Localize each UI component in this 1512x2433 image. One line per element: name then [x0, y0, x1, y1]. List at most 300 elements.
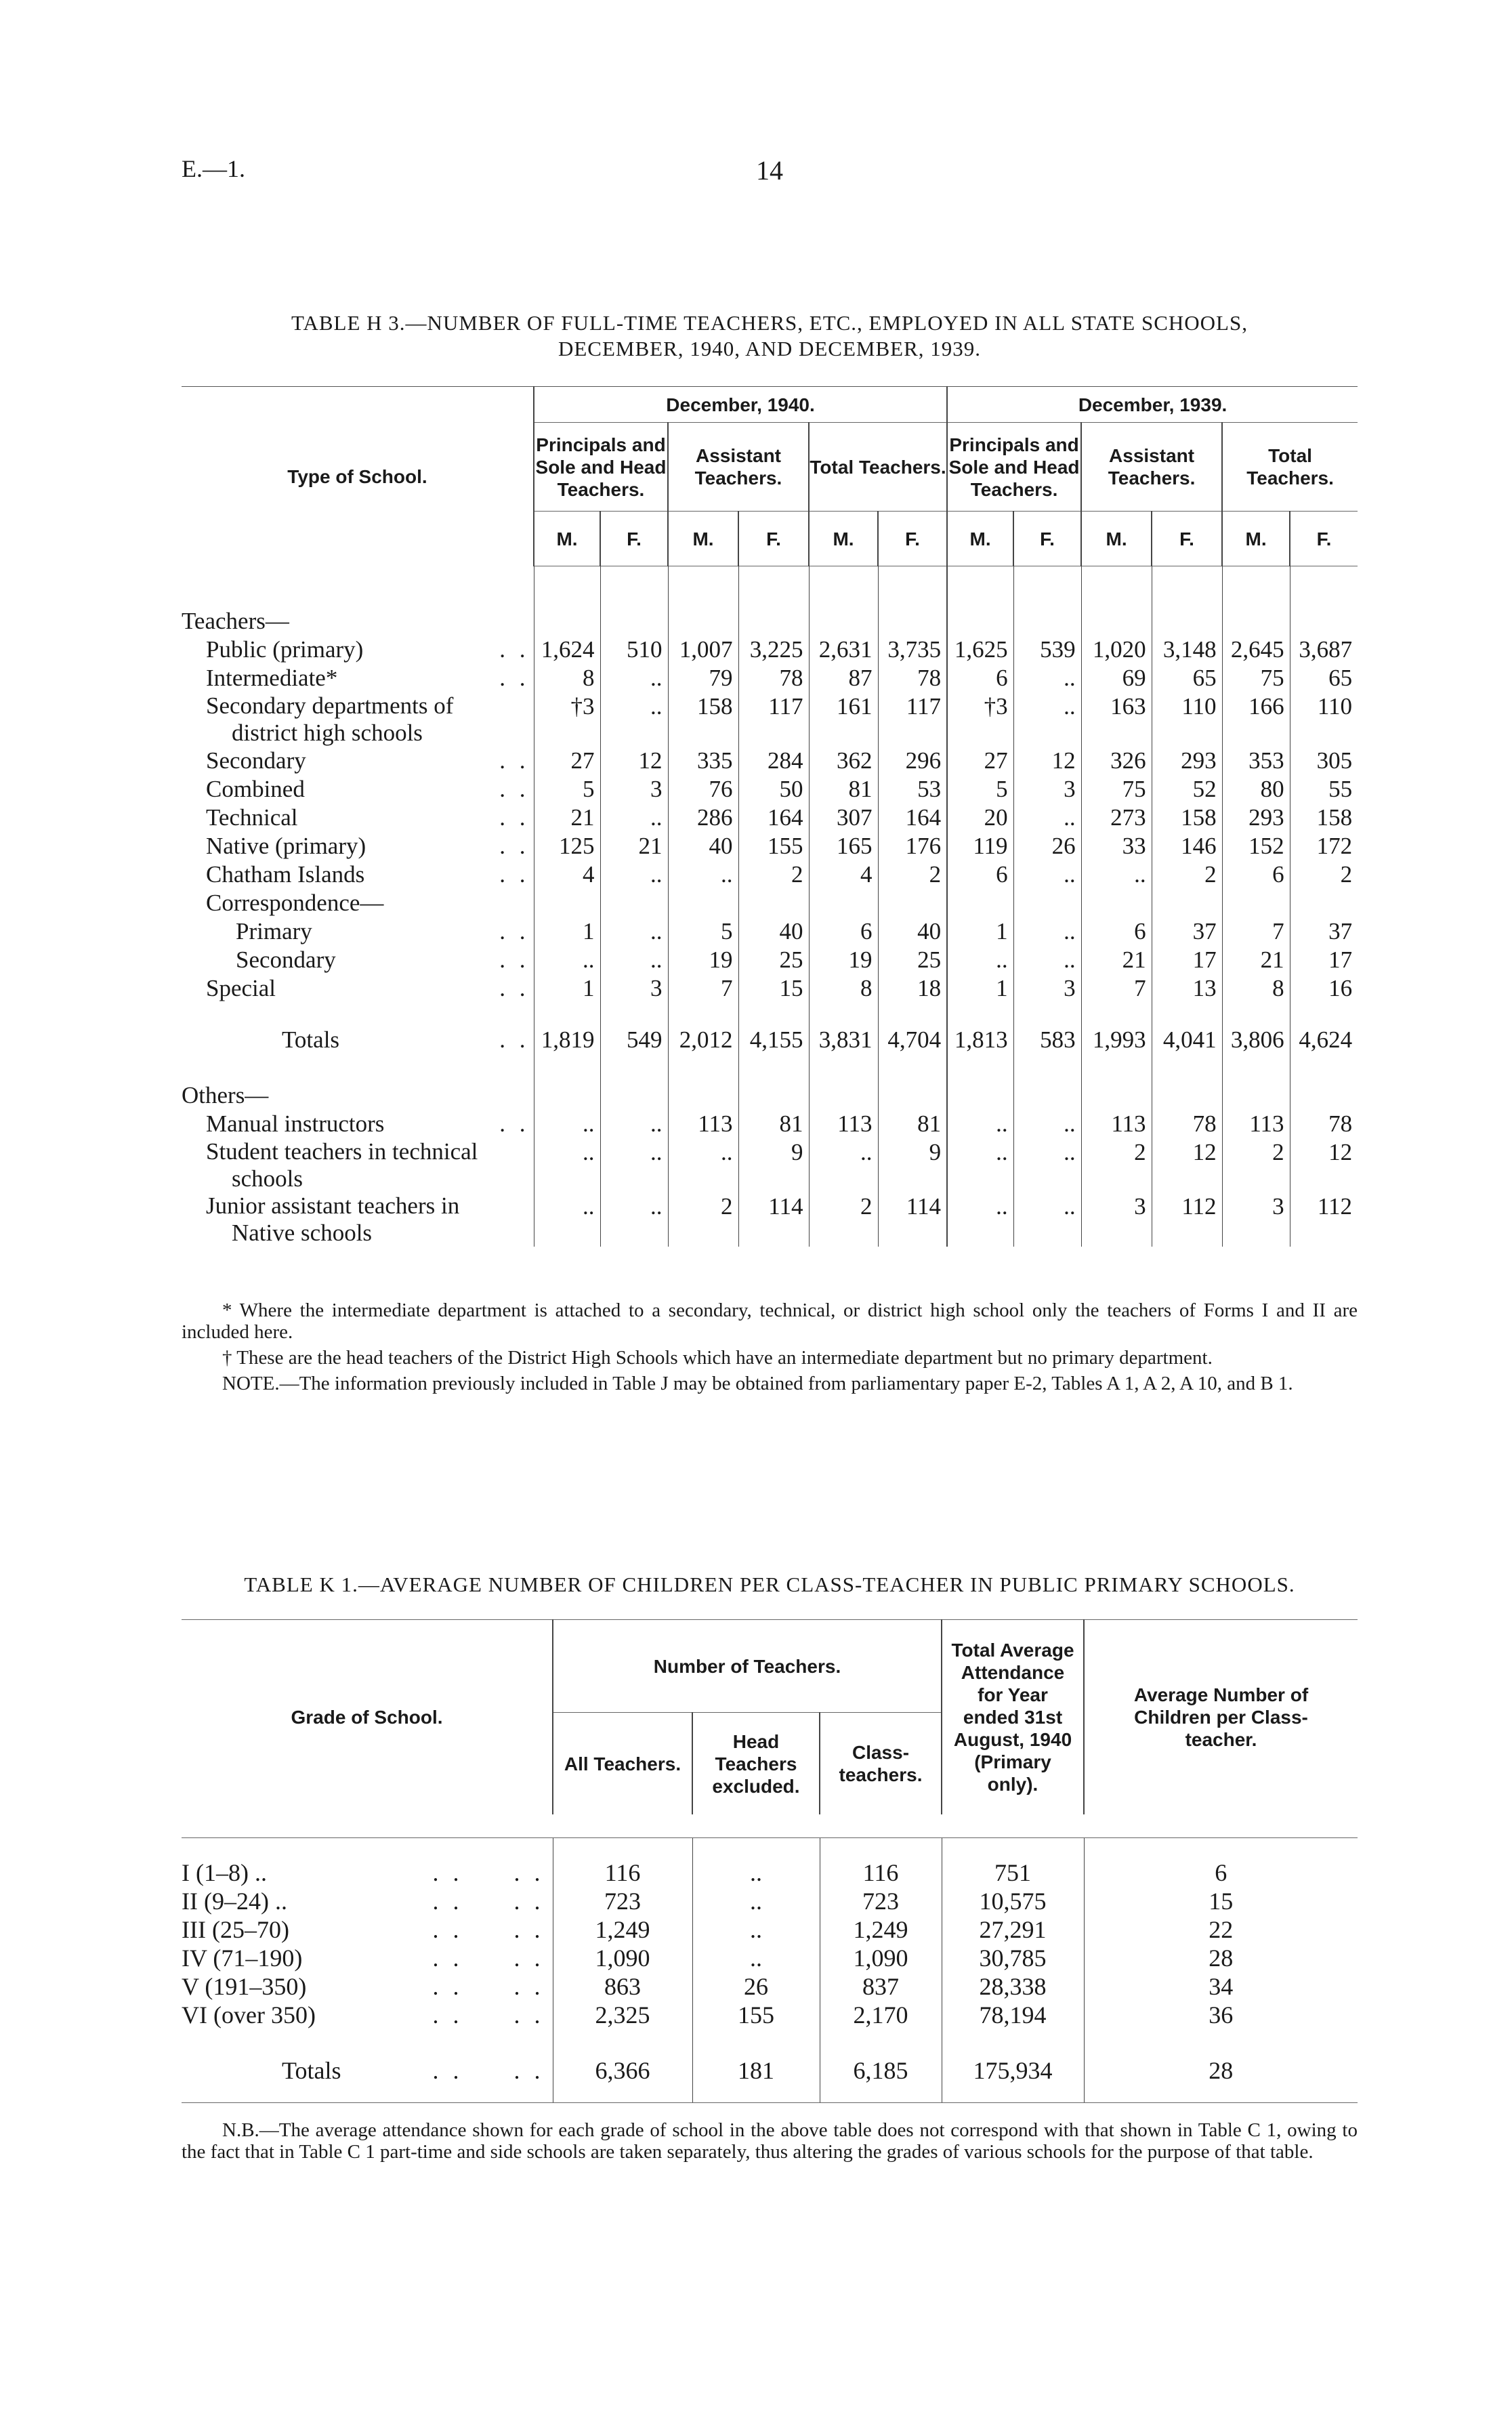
table-cell: ..: [600, 1138, 668, 1192]
table-cell: 4: [809, 860, 878, 889]
note-head-teachers: † These are the head teachers of the District High Schools which have an intermediate department but no primary department.: [222, 1347, 1213, 1369]
table-cell: 2: [1222, 1138, 1290, 1192]
table-cell: 175,934: [942, 2056, 1084, 2085]
table-row: [182, 917, 1358, 946]
table-cell: 3,225: [738, 636, 809, 664]
table-cell: 2: [738, 860, 809, 889]
table-cell: 1: [947, 974, 1013, 1003]
col-f: F.: [738, 512, 809, 566]
table-cell: 33: [1081, 832, 1152, 860]
table-cell: 583: [1013, 1026, 1081, 1054]
table-cell: 78,194: [942, 2001, 1084, 2029]
table-h3: [182, 386, 1358, 1247]
table-cell: 2: [878, 860, 947, 889]
table-cell: 4: [534, 860, 600, 889]
grade-label-text: IV (71–190): [182, 1945, 303, 1972]
row-label: [182, 747, 534, 775]
table-cell: 296: [878, 747, 947, 775]
table-cell: 6: [1084, 1858, 1358, 1887]
table-cell: 181: [692, 2056, 820, 2085]
table-cell: 9: [738, 1138, 809, 1192]
table-cell: 152: [1222, 832, 1290, 860]
col-1940-principals: Principals and Sole and Head Teachers.: [534, 423, 668, 512]
table-cell: 76: [668, 775, 738, 804]
table-cell: ..: [1013, 1192, 1081, 1247]
table-cell: 4,704: [878, 1026, 947, 1054]
leader-dots: . .: [499, 747, 530, 774]
table-h3-title-line1: TABLE H 3.—NUMBER OF FULL-TIME TEACHERS, ETC., EMPLOYED IN ALL STATE SCHOOLS,: [291, 311, 1248, 335]
col-1939-principals: Principals and Sole and Head Teachers.: [947, 423, 1081, 512]
table-cell: 165: [809, 832, 878, 860]
table-cell: ..: [534, 1138, 600, 1192]
table-cell-empty: [947, 607, 1013, 636]
row-label: [182, 832, 534, 860]
leader-dots: . . . .: [432, 1916, 545, 1943]
table-cell-empty: [1152, 1081, 1222, 1110]
table-cell: 1: [534, 974, 600, 1003]
table-cell: 1,249: [820, 1915, 942, 1944]
table-cell: 78: [738, 664, 809, 692]
row-label-text: Chatham Islands: [206, 861, 365, 888]
table-cell: ..: [692, 1858, 820, 1887]
table-cell: 3: [1013, 974, 1081, 1003]
table-cell: ..: [534, 1192, 600, 1247]
table-cell-empty: [1013, 607, 1081, 636]
table-row: [182, 804, 1358, 832]
table-cell-empty: [1013, 1081, 1081, 1110]
table-cell: 81: [878, 1110, 947, 1138]
row-label-text: Secondary departments of: [206, 692, 454, 719]
row-label-text: Special: [206, 975, 276, 1001]
table-cell: 293: [1152, 747, 1222, 775]
row-label-text: Correspondence—: [206, 890, 384, 916]
table-cell: 2,170: [820, 2001, 942, 2029]
table-cell: 114: [738, 1192, 809, 1247]
table-cell-empty: [947, 889, 1013, 917]
table-cell: 27,291: [942, 1915, 1084, 1944]
table-cell-empty: [534, 889, 600, 917]
table-cell: 25: [878, 946, 947, 974]
table-cell: 114: [878, 1192, 947, 1247]
table-row: [182, 636, 1358, 664]
table-cell: 110: [1152, 692, 1222, 747]
row-label: [182, 775, 534, 804]
row-label-text: Teachers—: [182, 608, 289, 634]
grade-label: [182, 1972, 553, 2001]
table-cell: 1,813: [947, 1026, 1013, 1054]
grade-label: [182, 1915, 553, 1944]
table-cell: 13: [1152, 974, 1222, 1003]
table-cell: 110: [1290, 692, 1358, 747]
table-cell: ..: [600, 692, 668, 747]
table-cell: ..: [947, 946, 1013, 974]
spacer-row: [182, 1838, 1358, 1859]
table-cell: 65: [1152, 664, 1222, 692]
table-cell: 12: [1152, 1138, 1222, 1192]
leader-dots: . .: [499, 1110, 530, 1137]
table-cell: 353: [1222, 747, 1290, 775]
table-cell-empty: [738, 889, 809, 917]
grade-label-text: V (191–350): [182, 1973, 307, 2000]
table-cell: 79: [668, 664, 738, 692]
row-label: [182, 607, 534, 636]
table-row: [182, 2001, 1358, 2029]
table-cell: 78: [878, 664, 947, 692]
grade-label: [182, 1944, 553, 1972]
table-cell: 6: [947, 860, 1013, 889]
table-cell: ..: [1013, 860, 1081, 889]
table-cell: 37: [1152, 917, 1222, 946]
table-cell: 2,325: [553, 2001, 692, 2029]
table-row: [182, 889, 1358, 917]
grade-label-text: Totals: [282, 2057, 341, 2084]
table-cell: 161: [809, 692, 878, 747]
col-f: F.: [600, 512, 668, 566]
table-h3-title-line2: DECEMBER, 1940, AND DECEMBER, 1939.: [558, 337, 982, 360]
table-cell: 18: [878, 974, 947, 1003]
col-m: M.: [534, 512, 600, 566]
table-cell: 75: [1222, 664, 1290, 692]
table-cell: 3: [1222, 1192, 1290, 1247]
table-cell: ..: [809, 1138, 878, 1192]
table-cell: 113: [1081, 1110, 1152, 1138]
table-cell: 5: [668, 917, 738, 946]
grade-label-text: III (25–70): [182, 1916, 289, 1943]
leader-dots: . .: [499, 636, 530, 663]
table-cell: 9: [878, 1138, 947, 1192]
table-cell: 36: [1084, 2001, 1358, 2029]
table-cell: 78: [1290, 1110, 1358, 1138]
table-cell: 15: [1084, 1887, 1358, 1915]
table-cell: 2,645: [1222, 636, 1290, 664]
table-cell: 155: [692, 2001, 820, 2029]
leader-dots: . .: [499, 918, 530, 944]
table-cell: 2: [1081, 1138, 1152, 1192]
table-cell: 723: [553, 1887, 692, 1915]
table-cell: 284: [738, 747, 809, 775]
table-cell: 40: [668, 832, 738, 860]
row-label-text: Totals: [282, 1026, 340, 1053]
table-cell: ..: [668, 1138, 738, 1192]
table-cell-empty: [1013, 889, 1081, 917]
row-label: [182, 1026, 534, 1054]
table-cell: 25: [738, 946, 809, 974]
table-cell: 293: [1222, 804, 1290, 832]
table-cell: ..: [600, 946, 668, 974]
col-1940-total: Total Teachers.: [809, 423, 947, 512]
row-label-text: Intermediate*: [206, 665, 338, 691]
table-cell: 5: [534, 775, 600, 804]
table-row: [182, 1944, 1358, 1972]
table-cell: ..: [600, 917, 668, 946]
table-row: [182, 607, 1358, 636]
table-cell: ..: [600, 664, 668, 692]
table-cell: 2: [809, 1192, 878, 1247]
leader-dots: . . . .: [432, 2057, 545, 2084]
table-row: [182, 692, 1358, 747]
col-average: Average Number of Children per Class-teacher.: [1084, 1620, 1358, 1815]
table-cell: 113: [668, 1110, 738, 1138]
page-number: 14: [756, 155, 783, 186]
table-cell: 40: [878, 917, 947, 946]
table-cell: 21: [534, 804, 600, 832]
col-number-of-teachers: Number of Teachers.: [553, 1620, 942, 1713]
table-row: [182, 1887, 1358, 1915]
table-cell: 305: [1290, 747, 1358, 775]
spacer-row: [182, 2029, 1358, 2056]
table-cell: 113: [809, 1110, 878, 1138]
table-cell: 6,185: [820, 2056, 942, 2085]
grade-label: [182, 2056, 553, 2085]
table-cell-empty: [1290, 889, 1358, 917]
table-cell-empty: [809, 889, 878, 917]
col-m: M.: [668, 512, 738, 566]
leader-dots: . . . .: [432, 1973, 545, 2000]
table-cell: 146: [1152, 832, 1222, 860]
table-cell: ..: [1081, 860, 1152, 889]
table-cell: 1,625: [947, 636, 1013, 664]
table-cell-empty: [1222, 1081, 1290, 1110]
grade-label-text: VI (over 350): [182, 2001, 316, 2029]
table-cell: 17: [1152, 946, 1222, 974]
table-cell: 326: [1081, 747, 1152, 775]
table-cell: 3,806: [1222, 1026, 1290, 1054]
col-dec-1939: December, 1939.: [947, 387, 1358, 423]
row-label-text: Primary: [236, 918, 312, 944]
table-cell-empty: [1152, 607, 1222, 636]
table-cell: 3,831: [809, 1026, 878, 1054]
table-cell: 28: [1084, 2056, 1358, 2085]
table-cell-empty: [947, 1081, 1013, 1110]
leader-dots: . . . .: [432, 1945, 545, 1972]
table-cell: ..: [1013, 664, 1081, 692]
table-cell: ..: [1013, 946, 1081, 974]
table-cell: ..: [947, 1192, 1013, 1247]
col-grade: Grade of School.: [182, 1620, 553, 1815]
col-type-of-school: Type of School.: [182, 387, 534, 566]
table-cell-empty: [668, 889, 738, 917]
table-cell: 158: [668, 692, 738, 747]
row-label: [182, 692, 534, 747]
table-cell: ..: [692, 1887, 820, 1915]
table-cell: 1,090: [553, 1944, 692, 1972]
row-label: [182, 917, 534, 946]
leader-dots: . .: [499, 833, 530, 859]
table-cell: 549: [600, 1026, 668, 1054]
table-cell: 28,338: [942, 1972, 1084, 2001]
table-row: [182, 832, 1358, 860]
table-cell: 1,020: [1081, 636, 1152, 664]
totals-row: [182, 2056, 1358, 2085]
table-cell: 69: [1081, 664, 1152, 692]
table-cell: 362: [809, 747, 878, 775]
table-cell: ..: [668, 860, 738, 889]
table-row: [182, 860, 1358, 889]
col-m: M.: [809, 512, 878, 566]
col-all-teachers: All Teachers.: [553, 1713, 692, 1815]
table-cell: 1: [947, 917, 1013, 946]
table-cell: ..: [600, 1110, 668, 1138]
col-m: M.: [1222, 512, 1290, 566]
table-cell: 19: [668, 946, 738, 974]
row-label: [182, 1192, 534, 1247]
table-cell: 3,148: [1152, 636, 1222, 664]
table-cell: 117: [878, 692, 947, 747]
table-cell: 87: [809, 664, 878, 692]
table-cell-empty: [668, 607, 738, 636]
table-cell: 75: [1081, 775, 1152, 804]
col-f: F.: [1013, 512, 1081, 566]
table-cell: 751: [942, 1858, 1084, 1887]
table-cell: 172: [1290, 832, 1358, 860]
table-cell: 166: [1222, 692, 1290, 747]
table-cell: ..: [692, 1944, 820, 1972]
row-label-text: Native (primary): [206, 833, 366, 859]
table-cell: 158: [1152, 804, 1222, 832]
table-cell: 335: [668, 747, 738, 775]
leader-dots: . . . .: [432, 1859, 545, 1886]
col-attendance: Total Average Attendance for Year ended 31st August, 1940 (Primary only).: [942, 1620, 1084, 1815]
table-cell: †3: [534, 692, 600, 747]
table-cell: 8: [534, 664, 600, 692]
col-class-teachers: Class-teachers.: [820, 1713, 942, 1815]
table-row: [182, 974, 1358, 1003]
page-code: E.—1.: [182, 155, 245, 182]
table-cell-empty: [668, 1081, 738, 1110]
table-cell-empty: [600, 889, 668, 917]
table-cell: 2,012: [668, 1026, 738, 1054]
table-cell-empty: [1081, 889, 1152, 917]
table-cell: 8: [1222, 974, 1290, 1003]
table-cell: 176: [878, 832, 947, 860]
table-cell: 539: [1013, 636, 1081, 664]
table-k1: [182, 1619, 1358, 2103]
grade-label: [182, 1858, 553, 1887]
row-label: [182, 1110, 534, 1138]
table-cell: 286: [668, 804, 738, 832]
table-cell: 7: [1222, 917, 1290, 946]
row-label-text: Technical: [206, 804, 298, 831]
table-cell: 26: [1013, 832, 1081, 860]
row-label: [182, 1138, 534, 1192]
table-cell: 125: [534, 832, 600, 860]
table-cell-empty: [1290, 607, 1358, 636]
table-cell: 837: [820, 1972, 942, 2001]
table-cell: 52: [1152, 775, 1222, 804]
table-cell: 2: [1152, 860, 1222, 889]
leader-dots: . .: [499, 665, 530, 691]
leader-dots: . .: [499, 975, 530, 1001]
table-cell: ..: [600, 1192, 668, 1247]
row-label: [182, 664, 534, 692]
table-cell: 4,155: [738, 1026, 809, 1054]
row-label-text: Public (primary): [206, 636, 364, 663]
table-h3-title: [182, 310, 1358, 362]
table-cell: 7: [1081, 974, 1152, 1003]
col-f: F.: [1152, 512, 1222, 566]
row-label-continuation: schools: [232, 1165, 303, 1192]
table-cell: 22: [1084, 1915, 1358, 1944]
col-1940-assistant: Assistant Teachers.: [668, 423, 809, 512]
table-cell: 15: [738, 974, 809, 1003]
table-cell: 37: [1290, 917, 1358, 946]
col-m: M.: [1081, 512, 1152, 566]
table-row: [182, 1192, 1358, 1247]
table-row: [182, 1081, 1358, 1110]
table-cell: 1,249: [553, 1915, 692, 1944]
col-f: F.: [878, 512, 947, 566]
row-label-continuation: district high schools: [232, 720, 423, 746]
table-cell: 12: [600, 747, 668, 775]
table-row: [182, 1915, 1358, 1944]
grade-label-text: II (9–24) ..: [182, 1888, 287, 1915]
leader-dots: . .: [499, 947, 530, 973]
table-cell-empty: [878, 1081, 947, 1110]
leader-dots: . . . .: [432, 1888, 545, 1915]
table-cell: 34: [1084, 1972, 1358, 2001]
table-cell: ..: [947, 1138, 1013, 1192]
table-cell: 20: [947, 804, 1013, 832]
table-cell-empty: [1152, 889, 1222, 917]
table-cell: 119: [947, 832, 1013, 860]
table-row: [182, 1110, 1358, 1138]
table-cell: 723: [820, 1887, 942, 1915]
table-cell: 21: [1081, 946, 1152, 974]
table-cell: 1,007: [668, 636, 738, 664]
row-label: [182, 804, 534, 832]
table-cell: 78: [1152, 1110, 1222, 1138]
table-row: [182, 1026, 1358, 1054]
table-cell: 116: [820, 1858, 942, 1887]
table-cell: 5: [947, 775, 1013, 804]
table-cell: 6: [1222, 860, 1290, 889]
table-cell-empty: [809, 607, 878, 636]
table-cell: ..: [600, 804, 668, 832]
table-cell: 12: [1290, 1138, 1358, 1192]
table-cell: 81: [738, 1110, 809, 1138]
note-average-attendance: N.B.—The average attendance shown for each grade of school in the above table does not correspond with that shown in Table C 1, owing to the fact that in Table C 1 part-time and side schools are taken separately, thus altering the grades of various schools for the purpose of that table.: [182, 2119, 1358, 2163]
leader-dots: . .: [499, 804, 530, 831]
table-cell: 273: [1081, 804, 1152, 832]
grade-label-text: I (1–8) ..: [182, 1859, 267, 1886]
table-cell: 510: [600, 636, 668, 664]
table-cell-empty: [878, 889, 947, 917]
table-cell: 4,624: [1290, 1026, 1358, 1054]
table-cell: 4,041: [1152, 1026, 1222, 1054]
table-cell: ..: [1013, 804, 1081, 832]
table-cell: 55: [1290, 775, 1358, 804]
spacer-row: [182, 2085, 1358, 2103]
table-cell: ..: [692, 1915, 820, 1944]
table-row: [182, 775, 1358, 804]
table-cell: 307: [809, 804, 878, 832]
table-cell-empty: [1081, 607, 1152, 636]
table-k1-title: TABLE K 1.—AVERAGE NUMBER OF CHILDREN PER CLASS-TEACHER IN PUBLIC PRIMARY SCHOOLS.: [244, 1573, 1295, 1596]
note-intermediate: * Where the intermediate department is attached to a secondary, technical, or district high school only the teachers of Forms I and II are included here.: [182, 1299, 1358, 1343]
leader-dots: . .: [499, 776, 530, 802]
table-cell: 164: [878, 804, 947, 832]
row-label-text: Junior assistant teachers in: [206, 1192, 460, 1219]
table-cell: 80: [1222, 775, 1290, 804]
table-cell: 163: [1081, 692, 1152, 747]
row-label: [182, 860, 534, 889]
table-row: [182, 1972, 1358, 2001]
table-cell-empty: [534, 607, 600, 636]
row-label-text: Secondary: [236, 947, 336, 973]
leader-dots: . . . .: [432, 2001, 545, 2029]
table-cell: 50: [738, 775, 809, 804]
col-head-excluded: Head Teachers excluded.: [692, 1713, 820, 1815]
